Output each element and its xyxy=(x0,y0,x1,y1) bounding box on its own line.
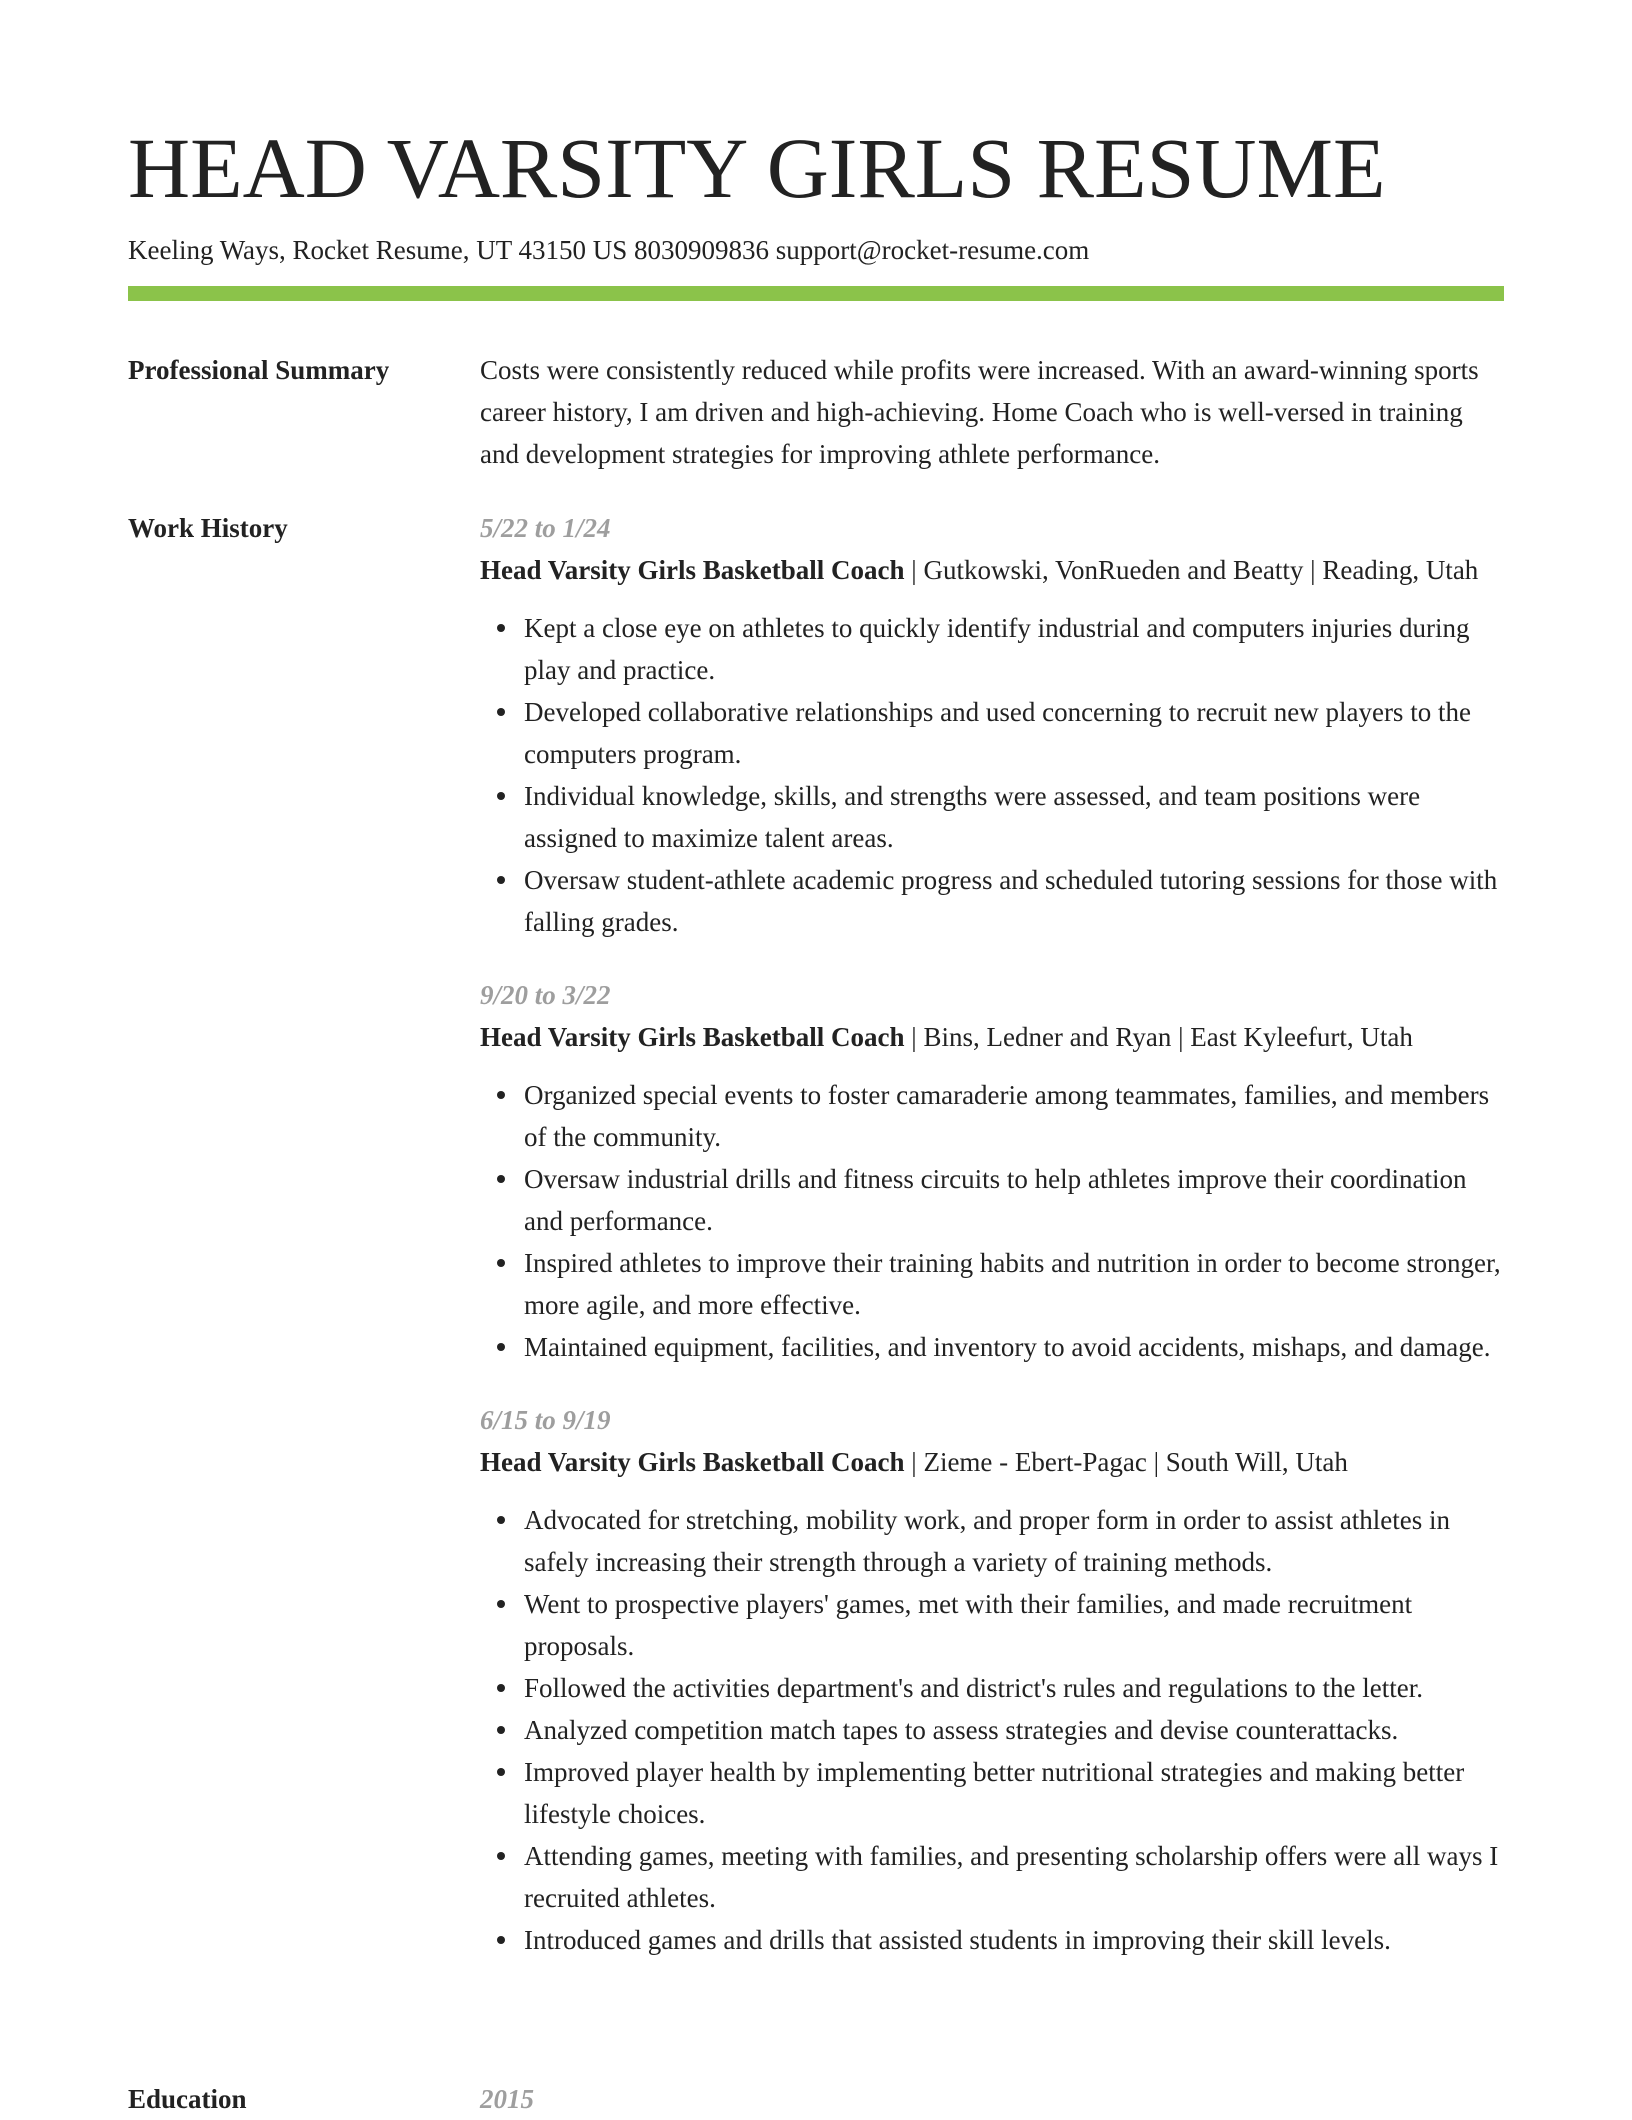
job-entry xyxy=(480,507,1504,943)
job-title: Head Varsity Girls Basketball Coach xyxy=(480,555,905,585)
education-dates: 2015 xyxy=(480,2084,534,2114)
list-item: Individual knowledge, skills, and strengths were assessed, and team positions were assigned to maximize talent areas. xyxy=(524,775,1504,859)
job-details: | Bins, Ledner and Ryan | East Kyleefurt, Utah xyxy=(904,1022,1413,1052)
job-title: Head Varsity Girls Basketball Coach xyxy=(480,1447,905,1477)
work-history-heading: Work History xyxy=(128,513,288,543)
job-title: Head Varsity Girls Basketball Coach xyxy=(480,1022,905,1052)
education-heading: Education xyxy=(128,2084,247,2114)
list-item: Developed collaborative relationships and used concerning to recruit new players to the computers program. xyxy=(524,691,1504,775)
job-dates: 6/15 to 9/19 xyxy=(480,1405,611,1435)
list-item: Oversaw industrial drills and fitness circuits to help athletes improve their coordination and performance. xyxy=(524,1158,1504,1242)
list-item: Kept a close eye on athletes to quickly identify industrial and computers injuries during play and practice. xyxy=(524,607,1504,691)
contact-line: Keeling Ways, Rocket Resume, UT 43150 US 8030909836 support@rocket-resume.com xyxy=(128,235,1090,265)
list-item: Advocated for stretching, mobility work, and proper form in order to assist athletes in safely increasing their strength through a variety of training methods. xyxy=(524,1499,1504,1583)
list-item: Went to prospective players' games, met with their families, and made recruitment proposals. xyxy=(524,1583,1504,1667)
job-dates: 9/20 to 3/22 xyxy=(480,980,611,1010)
list-item: Organized special events to foster camaraderie among teammates, families, and members of the community. xyxy=(524,1074,1504,1158)
list-item: Oversaw student-athlete academic progress and scheduled tutoring sessions for those with falling grades. xyxy=(524,859,1504,943)
education-body xyxy=(480,2078,1504,2120)
list-item: Improved player health by implementing better nutritional strategies and making better lifestyle choices. xyxy=(524,1751,1504,1835)
work-history-body xyxy=(480,507,1504,1992)
summary-heading: Professional Summary xyxy=(128,355,390,385)
summary-text: Costs were consistently reduced while profits were increased. With an award-winning sports career history, I am driven and high-achieving. Home Coach who is well-versed in training and development strategies for improving athlete performance. xyxy=(480,355,1479,469)
summary-body xyxy=(480,349,1504,475)
job-heading xyxy=(480,1441,1504,1483)
list-item: Followed the activities department's and district's rules and regulations to the letter. xyxy=(524,1667,1504,1709)
job-dates: 5/22 to 1/24 xyxy=(480,513,611,543)
list-item: Introduced games and drills that assisted students in improving their skill levels. xyxy=(524,1919,1504,1961)
job-heading xyxy=(480,1016,1504,1058)
job-bullets xyxy=(480,1074,1504,1368)
job-bullets xyxy=(480,607,1504,943)
list-item: Attending games, meeting with families, and presenting scholarship offers were all ways I recruited athletes. xyxy=(524,1835,1504,1919)
list-item: Analyzed competition match tapes to assess strategies and devise counterattacks. xyxy=(524,1709,1504,1751)
list-item: Inspired athletes to improve their training habits and nutrition in order to become stronger, more agile, and more effective. xyxy=(524,1242,1504,1326)
resume-title: HEAD VARSITY GIRLS RESUME xyxy=(128,120,1386,216)
job-details: | Gutkowski, VonRueden and Beatty | Reading, Utah xyxy=(904,555,1479,585)
job-bullets xyxy=(480,1499,1504,1961)
header-divider xyxy=(128,286,1504,301)
list-item: Maintained equipment, facilities, and inventory to avoid accidents, mishaps, and damage. xyxy=(524,1326,1504,1368)
job-details: | Zieme - Ebert-Pagac | South Will, Utah xyxy=(904,1447,1348,1477)
job-entry xyxy=(480,974,1504,1368)
job-entry xyxy=(480,1399,1504,1961)
job-heading xyxy=(480,549,1504,591)
